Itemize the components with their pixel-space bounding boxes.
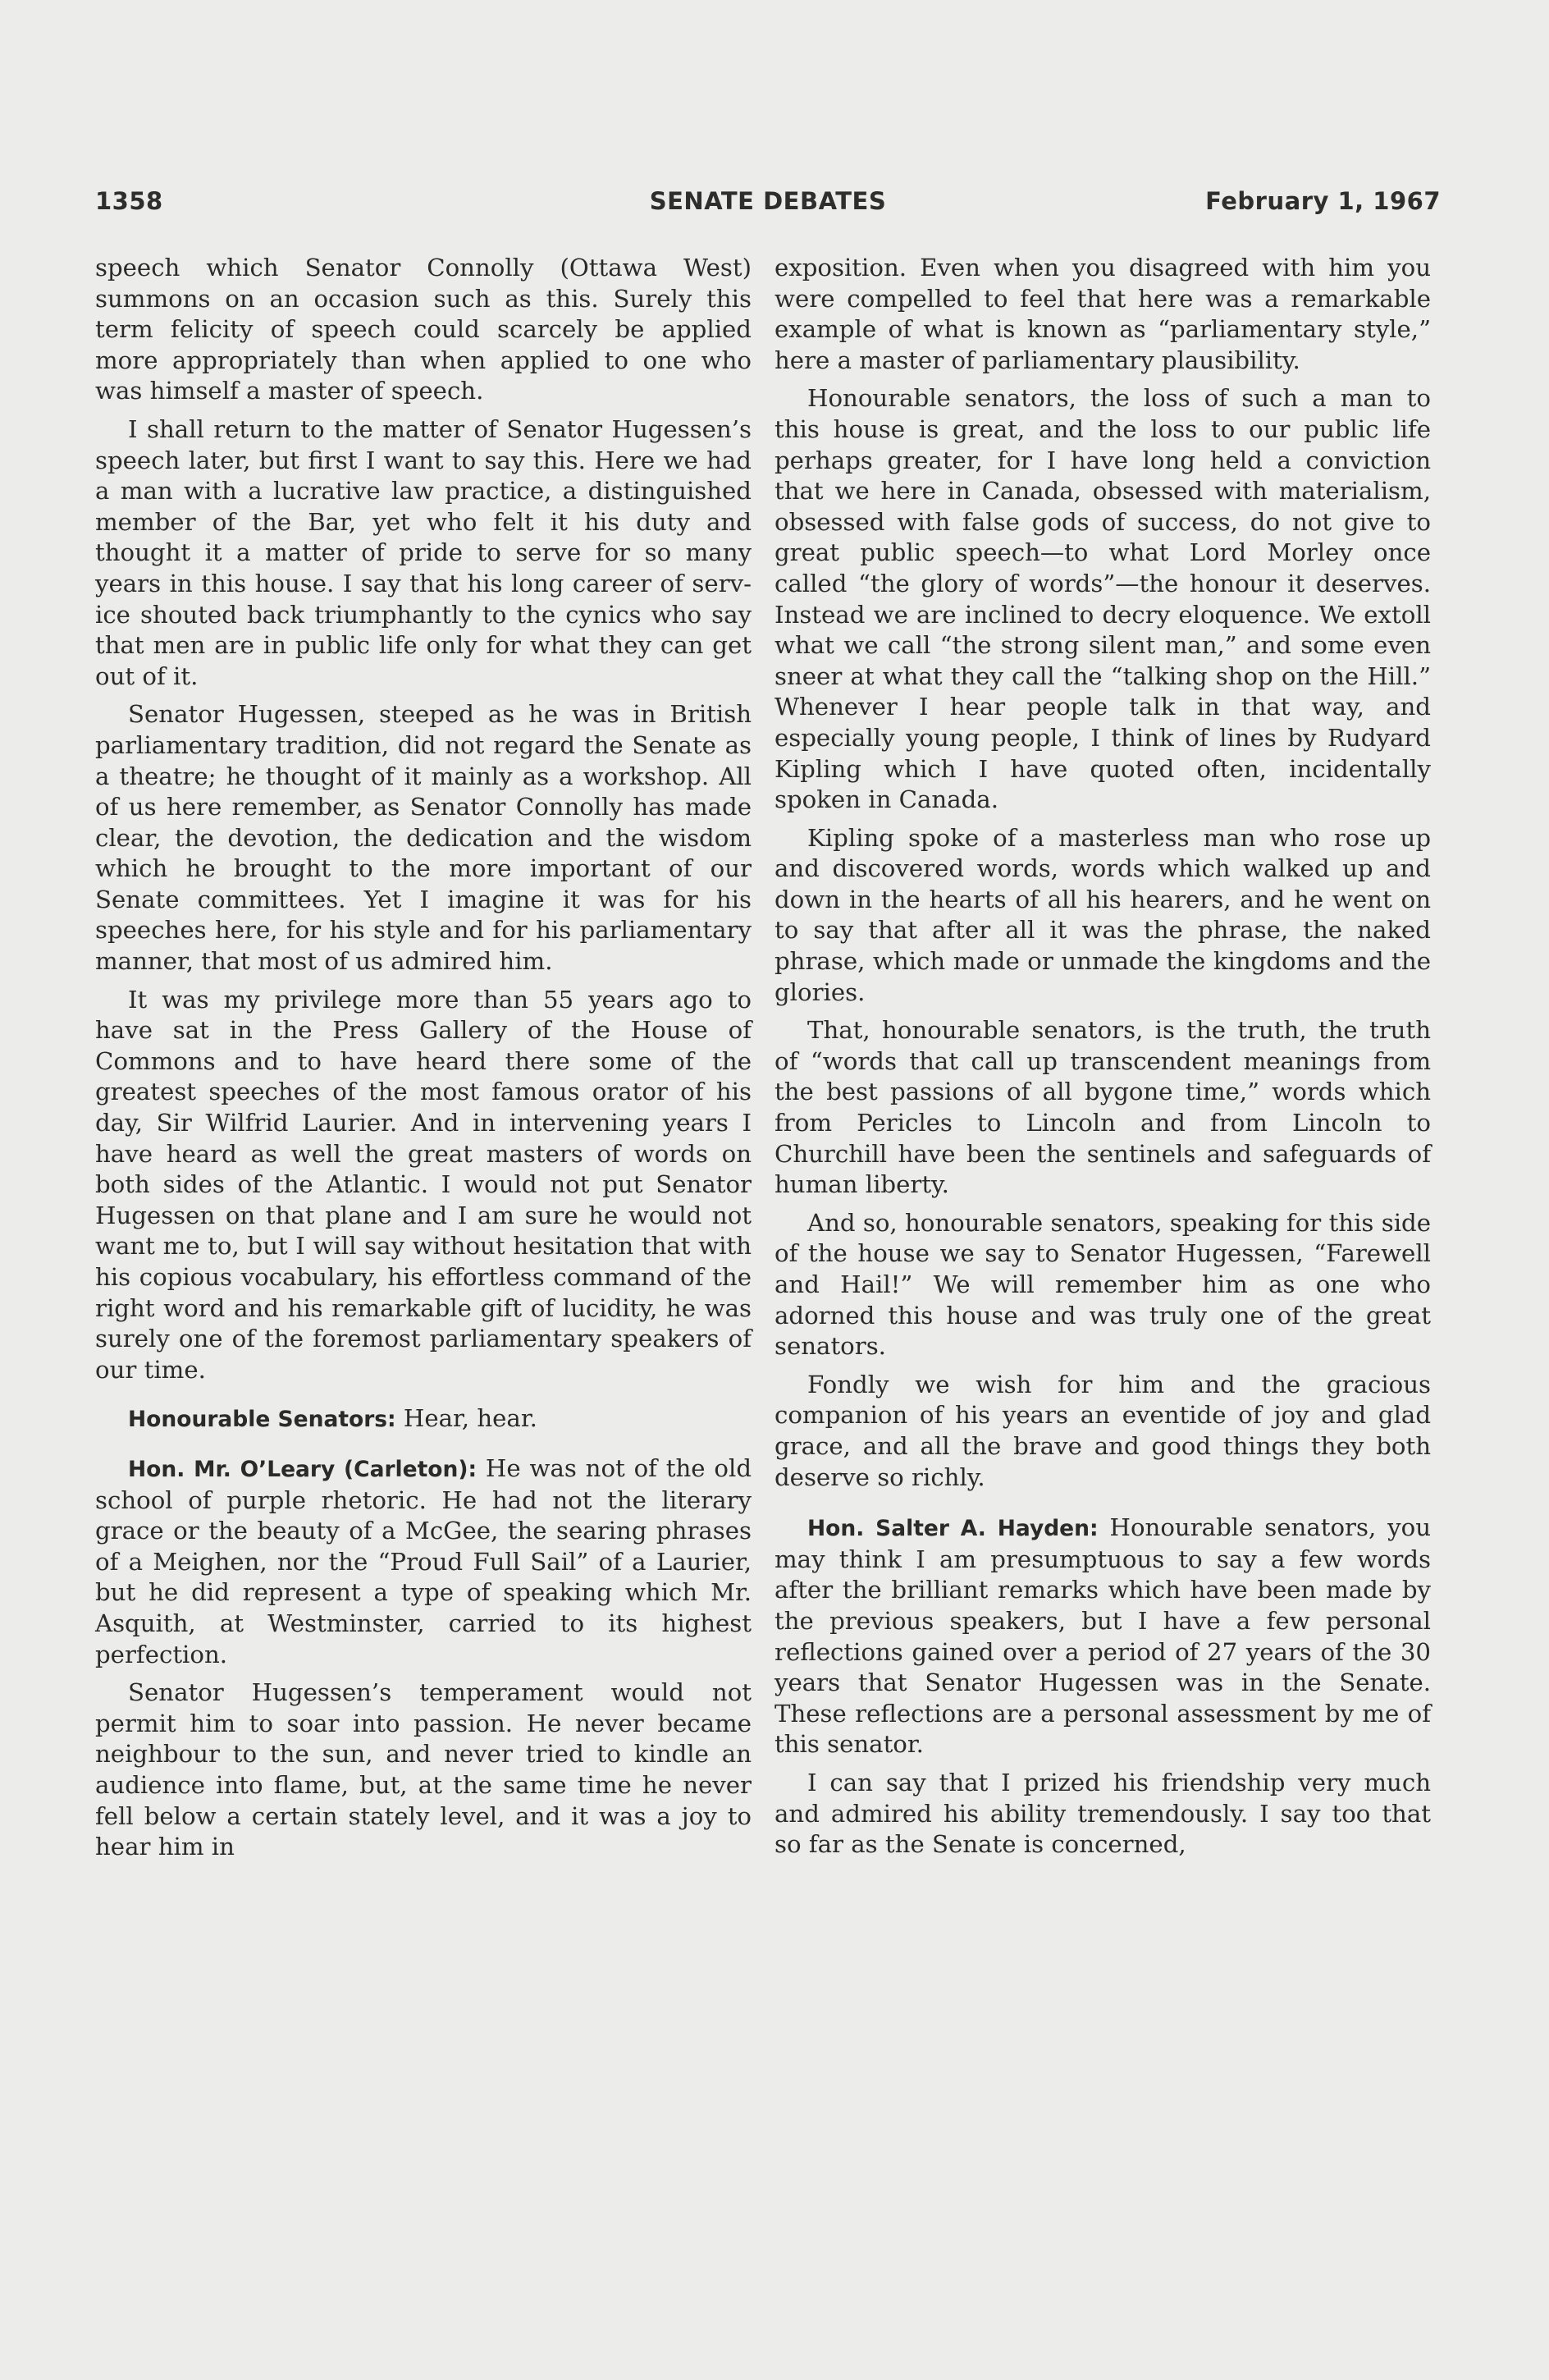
speaker-name: Hon. Mr. O’Leary (Carleton):: [128, 1456, 477, 1482]
paragraph: speech which Senator Connolly (Ottawa West) summons on an occasion such as this. Surely this term felicity of speech could scarcely be applied more appropriately than when applied to one who was himself a master of speech.: [95, 254, 752, 405]
speech-text: Hear, hear.: [395, 1404, 537, 1433]
left-column: [95, 253, 752, 1870]
speaker-paragraph: [95, 1453, 752, 1670]
speech-text: He was not of the old school of purple rhetoric. He had not the literary grace or the beauty of a McGee, the searing phrases of a Meighen, nor the “Proud Full Sail” of a Laurier, but he did represent a type of speaking which Mr. Asquith, at Westminster, carried to its highest perfection.: [95, 1453, 752, 1668]
paragraph: I can say that I prized his friendship very much and admired his ability tremendously. I say too that so far as the Senate is concerned,: [774, 1768, 1431, 1859]
page-date: February 1, 1967: [1205, 187, 1441, 215]
paragraph: Senator Hugessen, steeped as he was in British parliamentary tradition, did not regard the Senate as a theatre; he thought of it mainly as a workshop. All of us here remember, as Senator Connolly has made clear, the devotion, the dedication and the wisdom which he brought to the more important of our Senate committees. Yet I imagine it was for his speeches here, for his style and for his parliamentary manner, that most of us admired him.: [95, 700, 752, 976]
speaker-paragraph: [95, 1403, 752, 1435]
running-title: SENATE DEBATES: [649, 187, 887, 215]
paragraph: exposition. Even when you disagreed with him you were compelled to feel that here was a remarkable example of what is known as “parliamentary style,” here a master of parliamentary plausibility.: [774, 254, 1431, 374]
paragraph: Fondly we wish for him and the gracious companion of his years an eventide of joy and glad grace, and all the brave and good things they both deserve so richly.: [774, 1370, 1431, 1491]
page-number: 1358: [95, 187, 163, 215]
paragraph: Senator Hugessen’s temperament would not permit him to soar into passion. He never became neighbour to the sun, and never tried to kindle an audience into flame, but, at the same time he never fell below a certain stately level, and it was a joy to hear him in: [95, 1678, 752, 1861]
paragraph: And so, honourable senators, speaking for this side of the house we say to Senator Hugessen, “Farewell and Hail!” We will remember him as one who adorned this house and was truly one of the great senators.: [774, 1208, 1431, 1361]
speech-text: Honourable senators, you may think I am presumptuous to say a few words after the brilliant remarks which have been made by the previous speakers, but I have a few personal reflections gained over a period of 27 years of the 30 years that Senator Hugessen was in the Senate. These reflections are a personal assessment by me of this senator.: [774, 1513, 1431, 1759]
right-column: [774, 253, 1431, 1868]
paragraph: I shall return to the matter of Senator Hugessen’s speech later, but first I want to say this. Here we had a man with a lucrative law practice, a distinguished member of the Bar, yet who felt it his duty and thought it a matter of pride to serve for so many years in this house. I say that his long career of service shouted back triumphantly to the cynics who say that men are in public life only for what they can get out of it.: [95, 414, 752, 690]
page-header: [95, 187, 1441, 222]
speaker-name: Hon. Salter A. Hayden:: [807, 1516, 1099, 1542]
paragraph: Kipling spoke of a masterless man who rose up and discovered words, words which walked up and down in the hearts of all his hearers, and he went on to say that after all it was the phrase, the naked phrase, which made or unmade the kingdoms and the glories.: [774, 823, 1431, 1006]
speaker-paragraph: [774, 1513, 1431, 1760]
speaker-name: Honourable Senators:: [128, 1407, 396, 1433]
paragraph: That, honourable senators, is the truth, the truth of “words that call up transcendent meanings from the best passions of all bygone time,” words which from Pericles to Lincoln and from Lincoln to Churchill have been the sentinels and safeguards of human liberty.: [774, 1016, 1431, 1199]
paragraph: Honourable senators, the loss of such a man to this house is great, and the loss to our public life perhaps greater, for I have long held a conviction that we here in Canada, obsessed with materialism, obsessed with false gods of success, do not give to great public speech—to what Lord Morley once called “the glory of words”—the honour it deserves. Instead we are inclined to decry eloquence. We extoll what we call “the strong silent man,” and some even sneer at what they call the “talking shop on the Hill.” Whenever I hear people talk in that way, and especially young people, I think of lines by Rudyard Kipling which I have quoted often, incidentally spoken in Canada.: [774, 384, 1431, 814]
paragraph: It was my privilege more than 55 years ago to have sat in the Press Gallery of the House of Commons and to have heard there some of the greatest speeches of the most famous orator of his day, Sir Wilfrid Laurier. And in intervening years I have heard as well the great masters of words on both sides of the Atlantic. I would not put Senator Hugessen on that plane and I am sure he would not want me to, but I will say without hesitation that with his copious vocabulary, his effortless command of the right word and his remarkable gift of lucidity, he was surely one of the foremost parliamentary speakers of our time.: [95, 985, 752, 1384]
